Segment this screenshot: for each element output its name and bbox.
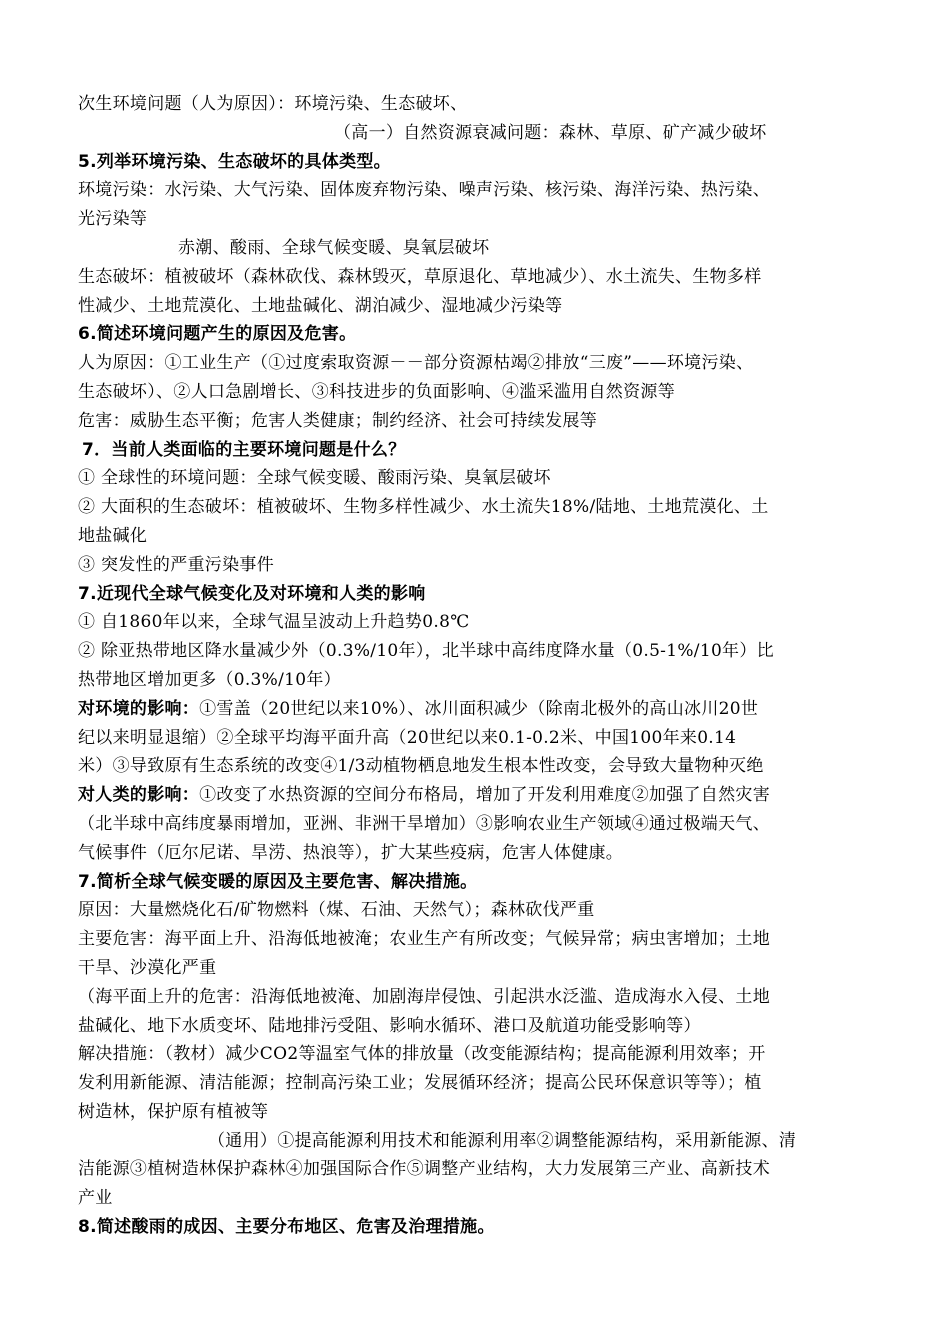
- bold-label: 对环境的影响：: [78, 698, 200, 719]
- text-span: ①改变了水热资源的空间分布格局，增加了开发利用难度②加强了自然灾害: [199, 785, 771, 806]
- text-line: 赤潮、酸雨、全球气候变暖、臭氧层破坏: [178, 237, 490, 258]
- document-page: [78, 90, 878, 1242]
- text-line: 气候事件（厄尔尼诺、旱涝、热浪等），扩大某些疫病，危害人体健康。: [78, 842, 624, 863]
- text-line: 产业: [78, 1188, 113, 1209]
- text-line: 地盐碱化: [78, 525, 148, 546]
- text-line: ② 大面积的生态破坏：植被破坏、生物多样性减少、水土流失18%/陆地、土地荒漠化、土: [78, 497, 769, 518]
- text-line: ② 除亚热带地区降水量减少外（0.3%/10年），北半球中高纬度降水量（0.5-1%/10年）比: [78, 641, 774, 662]
- text-line: 生态破坏）、②人口急剧增长、③科技进步的负面影响、④滥采滥用自然资源等: [78, 381, 675, 402]
- text-line: （高一）自然资源衰减问题：森林、草原、矿产减少破坏: [334, 122, 767, 143]
- text-line: 光污染等: [78, 209, 148, 230]
- text-line: 危害：威胁生态平衡；危害人类健康；制约经济、社会可持续发展等: [78, 410, 597, 431]
- text-line: 盐碱化、地下水质变坏、陆地排污受阻、影响水循环、港口及航道功能受影响等）: [78, 1015, 701, 1036]
- text-line: 米）③导致原有生态系统的改变④1/3动植物栖息地发生根本性改变，会导致大量物种灭绝: [78, 756, 764, 777]
- text-line: 人为原因：①工业生产（①过度索取资源－－部分资源枯竭②排放“三废”——环境污染、: [78, 353, 754, 374]
- text-line: 发利用新能源、清洁能源；控制高污染工业；发展循环经济；提高公民环保意识等等）；植: [78, 1073, 762, 1094]
- text-line: 性减少、土地荒漠化、土地盐碱化、湖泊减少、湿地减少污染等: [78, 295, 563, 316]
- text-line: 次生环境问题（人为原因）：环境污染、生态破坏、: [78, 94, 468, 114]
- text-line: ③ 突发性的严重污染事件: [78, 554, 275, 575]
- section-heading: 7．当前人类面临的主要环境问题是什么？: [82, 439, 406, 460]
- text-line: （通用）①提高能源利用技术和能源利用率②调整能源结构，采用新能源、清: [208, 1130, 797, 1151]
- text-line: 热带地区增加更多（0.3%/10年）: [78, 669, 341, 690]
- text-line: 树造林，保护原有植被等: [78, 1101, 269, 1122]
- text-line: （北半球中高纬度暴雨增加，亚洲、非洲干旱增加）③影响农业生产领域④通过极端天气、: [78, 813, 770, 834]
- section-heading: 7.近现代全球气候变化及对环境和人类的影响: [78, 583, 426, 604]
- text-line: [78, 781, 878, 810]
- text-line: 纪以来明显退缩）②全球平均海平面升高（20世纪以来0.1-0.2米、中国100年来0.14: [78, 727, 737, 748]
- text-line: 干旱、沙漠化严重: [78, 957, 217, 978]
- text-line: 生态破坏：植被破坏（森林砍伐、森林毁灭，草原退化、草地减少）、水土流失、生物多样: [78, 266, 762, 287]
- section-heading: 6.简述环境问题产生的原因及危害。: [78, 324, 357, 345]
- text-line: ① 自1860年以来，全球气温呈波动上升趋势0.8℃: [78, 612, 470, 633]
- text-line: 环境污染：水污染、大气污染、固体废弃物污染、噪声污染、核污染、海洋污染、热污染、: [78, 180, 770, 201]
- text-line: 主要危害：海平面上升、沿海低地被淹；农业生产有所改变；气候异常；病虫害增加；土地: [78, 929, 770, 950]
- section-heading: 7.简析全球气候变暖的原因及主要危害、解决措施。: [78, 871, 478, 892]
- text-line: ① 全球性的环境问题：全球气候变暖、酸雨污染、臭氧层破坏: [78, 468, 551, 489]
- text-line: 解决措施：（教材）减少CO2等温室气体的排放量（改变能源结构；提高能源利用效率；开: [78, 1044, 766, 1065]
- bold-label: 对人类的影响：: [78, 785, 200, 806]
- section-heading: 5.列举环境污染、生态破坏的具体类型。: [78, 151, 391, 172]
- text-span: ①雪盖（20世纪以来10%）、冰川面积减少（除南北极外的高山冰川20世: [199, 698, 759, 719]
- text-line: 洁能源③植树造林保护森林④加强国际合作⑤调整产业结构，大力发展第三产业、高新技术: [78, 1159, 770, 1180]
- text-line: （海平面上升的危害：沿海低地被淹、加剧海岸侵蚀、引起洪水泛滥、造成海水入侵、土地: [78, 986, 770, 1007]
- text-line: 原因：大量燃烧化石/矿物燃料（煤、石油、天然气）；森林砍伐严重: [78, 900, 595, 921]
- text-line: [78, 695, 878, 724]
- section-heading: 8.简述酸雨的成因、主要分布地区、危害及治理措施。: [78, 1217, 495, 1238]
